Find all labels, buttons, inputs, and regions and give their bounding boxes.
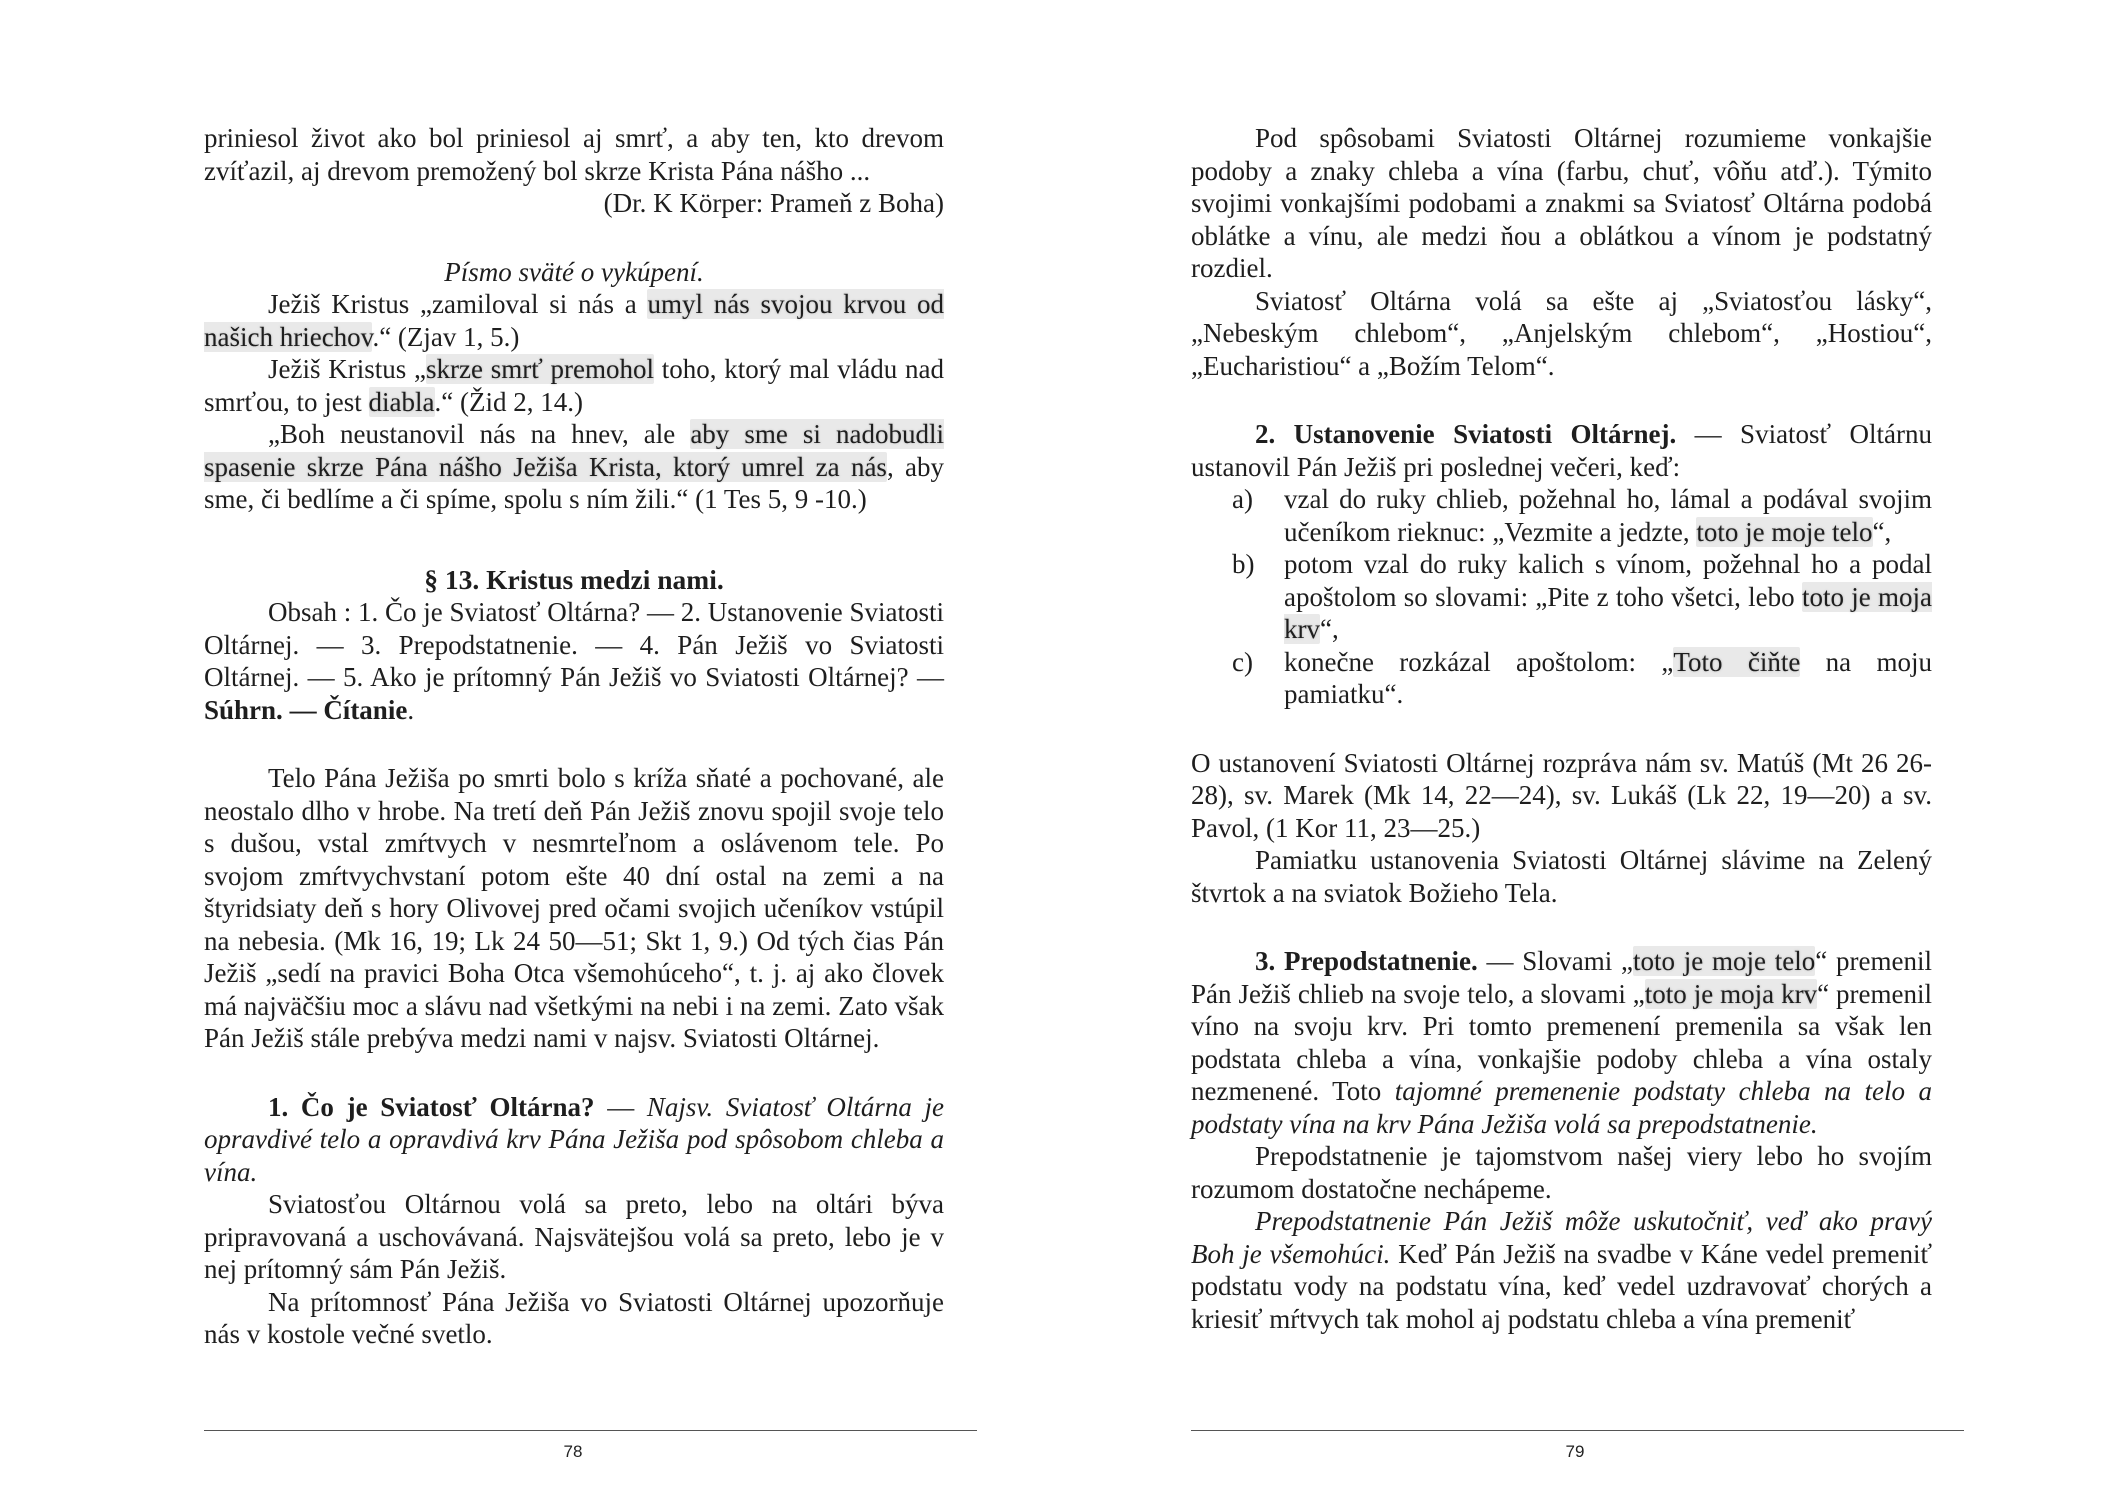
scripture-quote: Ježiš Kristus „skrze smrť premohol toho, ktorý mal vládu nad smrťou, to jest diabla.“ (Žid 2, 14.) [204,354,944,417]
source-citation: (Dr. K Körper: Prameň z Boha) [603,188,944,218]
footer-divider [1191,1430,1964,1431]
paragraph: Sviatosť Oltárna volá sa ešte aj „Sviatosťou lásky“, „Nebeským chlebom“, „Anjelským chlebom“, „Hostiou“, „Eucharistiou“ a „Božím Telom“. [1191,285,1932,381]
left-page-content [204,122,944,1351]
highlighted-text: aby sme si nadobudli spasenie skrze Pána nášho Ježiša Krista, ktorý umrel za nás [204,419,944,482]
subsection-title: 1. Čo je Sviatosť Oltárna? [268,1091,595,1122]
paragraph: Sviatosťou Oltárnou volá sa preto, lebo na oltári býva pripravovaná a uschovávaná. Najsvätejšou volá sa preto, lebo je v nej prítomný sám Pán Ježiš. [204,1189,944,1284]
page-number: 79 [1565,1442,1585,1461]
highlighted-text: diabla [368,386,435,417]
paragraph: Prepodstatnenie je tajomstvom našej viery lebo ho svojím rozumom dostatočne nechápeme. [1191,1141,1932,1204]
footer-divider [204,1430,977,1431]
subsection-title: 3. Prepodstatnenie. [1255,946,1478,976]
subsection-title: 2. Ustanovenie Sviatosti Oltárnej. [1255,419,1677,449]
right-page-content [1191,122,1932,1335]
right-page [1061,0,2122,1500]
highlighted-text: toto je moja krv [1644,978,1818,1009]
scripture-quote: „Boh neustanovil nás na hnev, ale aby sme si nadobudli spasenie skrze Pána nášho Ježiša Krista, ktorý umrel za nás, aby sme, či bedlíme a či spíme, spolu s ním žili.“ (1 Tes 5, 9 -10.) [204,419,944,514]
subsection-paragraph: 3. Prepodstatnenie. — Slovami „toto je moje telo“ premenil Pán Ježiš chlieb na svoje telo, a slovami „toto je moja krv“ premenil víno na svoju krv. Pri tomto premenení premenila sa však len podstata chleba a vína, vonkajšie podoby chleba a vína ostaly nezmenené. Toto tajomné premenenie podstaty chleba na telo a podstaty vína na krv Pána Ježiša volá sa prepodstatnenie. [1191,946,1933,1139]
list-item: b) potom vzal do ruky kalich s vínom, požehnal ho a podal apoštolom so slovami: „Pite z toho všetci, lebo toto je moja krv“, [1191,548,1932,646]
section-contents: Obsah : 1. Čo je Sviatosť Oltárna? — 2. Ustanovenie Sviatosti Oltárnej. — 3. Prepodstatnenie. — 4. Pán Ježiš vo Sviatosti Oltárnej. — 5. Ako je prítomný Pán Ježiš vo Sviatosti Oltárnej? — Súhrn. — Čítanie. [204,597,944,725]
paragraph: Prepodstatnenie Pán Ježiš môže uskutočniť, veď ako pravý Boh je všemohúci. Keď Pán Ježiš na svadbe v Káne vedel premeniť podstatu vody na podstatu vína, keď vedel uzdravovať chorých a kriesiť mŕtvych tak mohol aj podstatu chleba a vína premeniť [1191,1206,1932,1334]
paragraph: Pamiatku ustanovenia Sviatosti Oltárnej slávime na Zelený štvrtok a na sviatok Božieho Tela. [1191,845,1932,908]
list-item: c) konečne rozkázal apoštolom: „Toto čiňte na moju pamiatku“. [1191,646,1932,711]
highlighted-text: toto je moje telo [1633,946,1816,976]
list-item: a) vzal do ruky chlieb, požehnal ho, lámal a podával svojim učeníkom rieknuc: „Vezmite a jedzte, toto je moje telo“, [1191,483,1932,548]
scripture-quote: Ježiš Kristus „zamiloval si nás a umyl nás svojou krvou od našich hriechov.“ (Zjav 1, 5.) [204,289,944,352]
highlighted-text: umyl nás svojou krvou od našich hriechov [204,289,944,352]
section-title: § 13. Kristus medzi nami. [424,563,724,595]
paragraph: priniesol život ako bol priniesol aj smrť, a aby ten, kto drevom zvíťazil, aj drevom premožený bol skrze Krista Pána nášho ... [204,123,944,186]
subsection-paragraph: 2. Ustanovenie Sviatosti Oltárnej. — Sviatosť Oltárnu ustanovil Pán Ježiš pri poslednej večeri, keď: [1191,419,1932,482]
highlighted-text: toto je moje telo [1696,516,1873,547]
highlighted-text: Toto čiňte [1673,646,1801,677]
page-number: 78 [563,1442,583,1461]
paragraph: Na prítomnosť Pána Ježiša vo Sviatosti Oltárnej upozorňuje nás v kostole večné svetlo. [204,1286,944,1349]
subsection-definition: 1. Čo je Sviatosť Oltárna? — Najsv. Sviatosť Oltárna je opravdivé telo a opravdivá krv Pána Ježiša pod spôsobom chleba a vína. [204,1091,945,1187]
paragraph: Pod spôsobami Sviatosti Oltárnej rozumieme vonkajšie podoby a znaky chleba a vína (farbu, chuť, vôňu atď.). Týmito svojimi vonkajšími podobami a znakmi sa Sviatosť Oltárna podobá oblátke a vínu, ale medzi ňou a oblátkou a vínom je podstatný rozdiel. [1191,123,1932,283]
list-marker: b) [1232,549,1255,579]
highlighted-text: toto je moja krv [1284,581,1932,644]
list-marker: a) [1232,484,1253,514]
scripture-heading: Písmo sväté o vykúpení. [444,256,704,287]
highlighted-text: skrze smrť premohol [426,354,654,384]
list-marker: c) [1232,646,1253,677]
paragraph: Telo Pána Ježiša po smrti bolo s kríža sňaté a pochované, ale neostalo dlho v hrobe. Na tretí deň Pán Ježiš znovu spojil svoje telo s dušou, vstal zmŕtvych v nesmrteľnom a oslávenom tele. Po svojom zmŕtvychvstaní potom ešte 40 dní ostal na zemi a na štyridsiaty deň s hory Olivovej pred očami svojich učeníkov vstúpil na nebesia. (Mk 16, 19; Lk 24 50—51; Skt 1, 9.) Od tých čias Pán Ježiš „sedí na pravici Boha Otca všemohúceho“, t. j. aj ako človek má najväčšiu moc a slávu nad všetkými na nebi i na zemi. Zato však Pán Ježiš stále prebýva medzi nami v najsv. Sviatosti Oltárnej. [204,763,944,1053]
paragraph: O ustanovení Sviatosti Oltárnej rozpráva nám sv. Matúš (Mt 26 26-28), sv. Marek (Mk 14, 22—24), sv. Lukáš (Lk 22, 19—20) a sv. Pavol, (1 Kor 11, 23—25.) [1191,747,1932,843]
